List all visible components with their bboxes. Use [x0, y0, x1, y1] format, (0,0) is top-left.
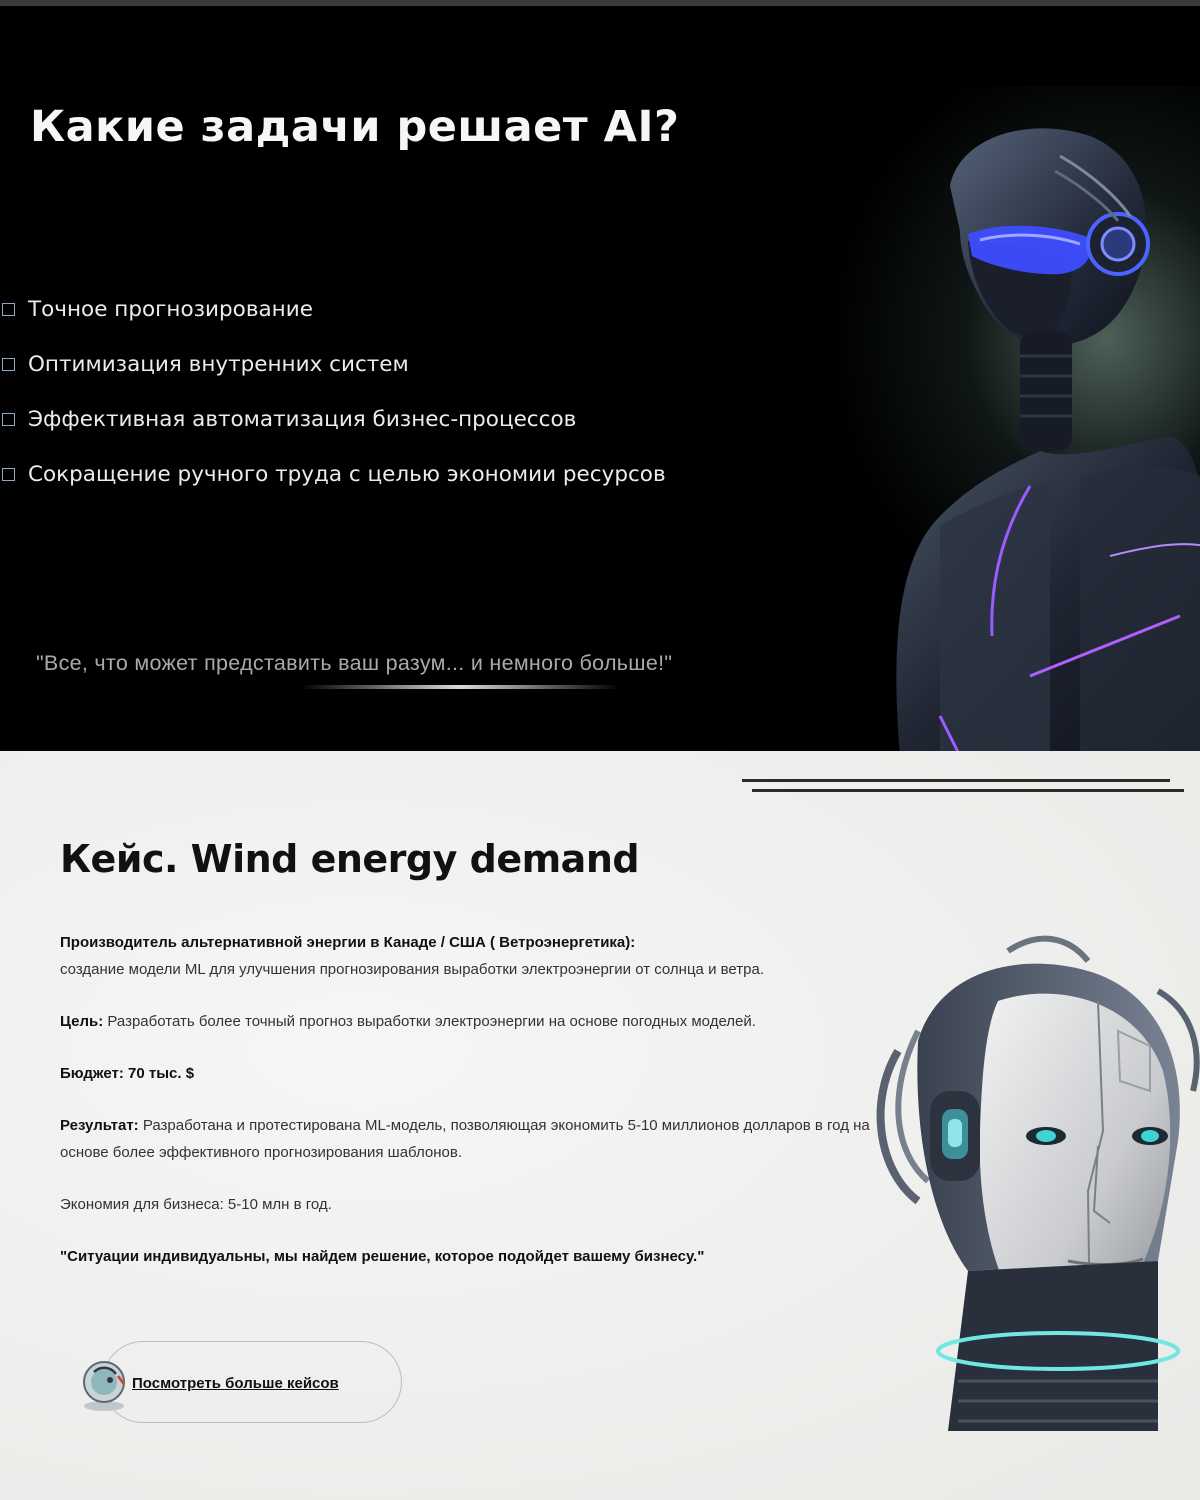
checkbox-icon [2, 358, 15, 371]
decorative-line [742, 779, 1170, 782]
task-item [0, 447, 666, 502]
case-result [60, 1112, 880, 1166]
task-label: Эффективная автоматизация бизнес-процессов [28, 407, 577, 432]
case-budget-label: Бюджет: 70 тыс. $ [60, 1065, 195, 1082]
case-intro [60, 929, 880, 983]
task-item [0, 282, 666, 337]
case-intro-label: Производитель альтернативной энергии в Канаде / США ( Ветроэнергетика): [60, 934, 636, 951]
ai-section-title: Какие задачи решает AI? [30, 102, 680, 152]
task-list [0, 282, 666, 502]
decorative-line [752, 789, 1184, 792]
case-goal-text: Разработать более точный прогноз выработки электроэнергии на основе погодных моделей. [107, 1013, 756, 1030]
task-item [0, 392, 666, 447]
case-title: Кейс. Wind energy demand [60, 837, 640, 881]
case-intro-text: создание модели ML для улучшения прогнозирования выработки электроэнергии от солнца и ветра. [60, 961, 764, 978]
task-label: Оптимизация внутренних систем [28, 352, 409, 377]
robot-head-illustration [858, 931, 1200, 1431]
case-result-text: Разработана и протестирована ML-модель, позволяющая экономить 5-10 миллионов долларов в год на основе более эффективного прогнозирования шаблонов. [60, 1117, 870, 1161]
case-result-label: Результат: [60, 1117, 139, 1134]
more-cases-cta[interactable] [80, 1341, 410, 1431]
checkbox-icon [2, 303, 15, 316]
task-label: Точное прогнозирование [28, 297, 313, 322]
task-label: Сокращение ручного труда с целью экономии ресурсов [28, 462, 666, 487]
robot-woman-illustration [880, 116, 1200, 751]
task-item [0, 337, 666, 392]
checkbox-icon [2, 468, 15, 481]
more-cases-link[interactable]: Посмотреть больше кейсов [132, 1375, 339, 1392]
case-section [0, 751, 1200, 1500]
ai-tasks-section [0, 6, 1200, 751]
checkbox-icon [2, 413, 15, 426]
ai-quote: "Все, что может представить ваш разум... и немного больше!" [36, 651, 673, 675]
case-goal [60, 1008, 880, 1035]
case-description [60, 929, 880, 1295]
robot-head-icon [80, 1358, 128, 1412]
case-savings: Экономия для бизнеса: 5-10 млн в год. [60, 1196, 332, 1213]
case-goal-label: Цель: [60, 1013, 104, 1030]
case-quote: "Ситуации индивидуальны, мы найдем решение, которое подойдет вашему бизнесу." [60, 1248, 705, 1265]
quote-underline-glow [300, 685, 620, 689]
case-budget [60, 1060, 880, 1087]
